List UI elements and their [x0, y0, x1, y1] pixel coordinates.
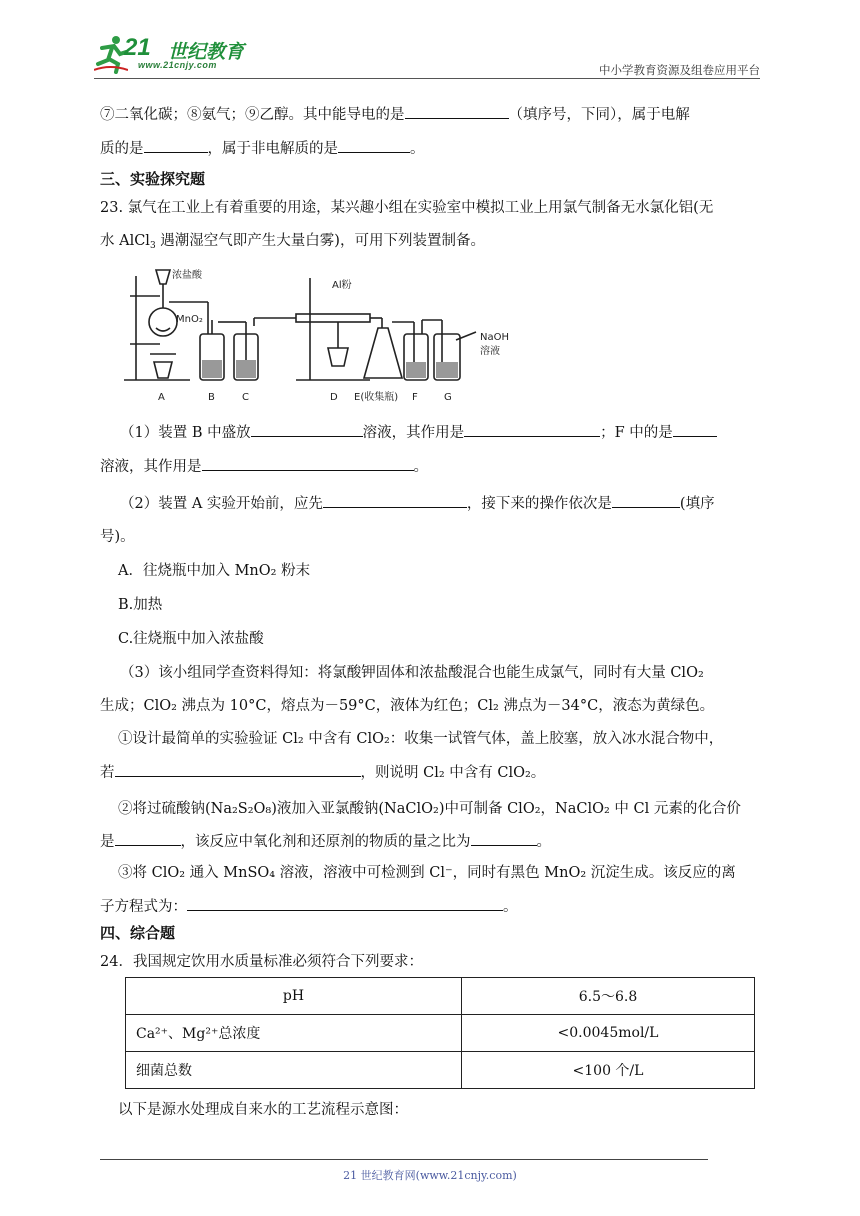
- table-cell: <0.0045mol/L: [462, 1015, 755, 1052]
- header-tagline: 中小学教育资源及组卷应用平台: [599, 63, 760, 77]
- q23-s1-b: ，则说明 Cl₂ 中含有 ClO₂。: [360, 765, 546, 781]
- q22-line1: [100, 98, 690, 132]
- option-a: A．往烧瓶中加入 MnO₂ 粉末: [118, 563, 311, 579]
- q23-part1-line2: [100, 450, 428, 484]
- q22-text-a: ⑦二氧化碳；⑧氨气；⑨乙醇。其中能导电的是: [100, 107, 405, 123]
- label-g: G: [444, 392, 452, 403]
- apparatus-diagram: [120, 262, 520, 404]
- q22-text-b: （填序号，下同），属于电解: [508, 107, 690, 123]
- q23-p2-a: （2）装置 A 实验开始前，应先: [120, 496, 323, 512]
- label-e: E(收集瓶): [354, 392, 399, 403]
- q23-sub1-line1: ①设计最简单的实验验证 Cl₂ 中含有 ClO₂：收集一试管气体，盖上胶塞，放入冰水混合物中，: [118, 731, 724, 747]
- label-mno2: MnO₂: [176, 314, 203, 325]
- q23-p1-a: （1）装置 B 中盛放: [120, 425, 251, 441]
- answer-blank[interactable]: [405, 102, 509, 119]
- answer-blank[interactable]: [202, 454, 414, 471]
- q23-intro-line2: [100, 224, 485, 263]
- table-row: [126, 1052, 755, 1089]
- q23-sub3-line1: ③将 ClO₂ 通入 MnSO₄ 溶液，溶液中可检测到 Cl⁻，同时有黑色 MnO₂ 沉淀生成。该反应的离: [118, 865, 736, 881]
- answer-blank[interactable]: [323, 491, 467, 508]
- table-row: [126, 978, 755, 1015]
- answer-blank[interactable]: [187, 894, 503, 911]
- q23-part3-line2: 生成；ClO₂ 沸点为 10°C，熔点为－59°C，液体为红色；Cl₂ 沸点为－34°C，液态为黄绿色。: [100, 698, 715, 714]
- q23-part2-line2: 号)。: [100, 529, 135, 545]
- q22-text-e: 。: [410, 141, 425, 157]
- q23-s3-b: 。: [503, 899, 518, 915]
- q23-p1-d: 溶液，其作用是: [100, 459, 202, 475]
- q24-intro: 24．我国规定饮用水质量标准必须符合下列要求：: [100, 954, 423, 970]
- table-cell: Ca²⁺、Mg²⁺总浓度: [126, 1015, 462, 1052]
- label-naoh: NaOH: [480, 332, 509, 343]
- answer-blank[interactable]: [471, 829, 537, 846]
- table-cell: <100 个/L: [462, 1052, 755, 1089]
- logo-text: 世纪教育: [168, 41, 245, 63]
- q22-text-d: ，属于非电解质的是: [207, 141, 338, 157]
- answer-blank[interactable]: [115, 829, 181, 846]
- header-divider: [94, 78, 760, 79]
- q23-intro-line1: 23. 氯气在工业上有着重要的用途，某兴趣小组在实验室中模拟工业上用氯气制备无水氯化铝(无: [100, 200, 714, 216]
- q23-s3-a: 子方程式为：: [100, 899, 187, 915]
- q23-p2-b: ，接下来的操作依次是: [466, 496, 612, 512]
- q23-p2-c: (填序: [679, 496, 715, 512]
- q22-text-c: 质的是: [100, 141, 144, 157]
- q23-s1-a: 若: [100, 765, 115, 781]
- q23-part3-line1: （3）该小组同学查资料得知：将氯酸钾固体和浓盐酸混合也能生成氯气，同时有大量 ClO₂: [120, 665, 704, 681]
- q23-sub2-line2: [100, 825, 551, 859]
- q24-flow-intro: 以下是源水处理成自来水的工艺流程示意图：: [118, 1102, 408, 1118]
- label-al-powder: Al粉: [332, 280, 352, 291]
- table-cell: 6.5～6.8: [462, 978, 755, 1015]
- logo-url: www.21cnjy.com: [138, 60, 217, 70]
- q23-p1-c: ；F 中的是: [600, 425, 673, 441]
- answer-blank[interactable]: [673, 420, 717, 437]
- footer-divider: [100, 1159, 708, 1160]
- q23-p1-b: 溶液，其作用是: [362, 425, 465, 441]
- label-a: A: [158, 392, 165, 403]
- q22-line2: [100, 132, 425, 166]
- q23-s2-b: ，该反应中氧化剂和还原剂的物质的量之比为: [180, 834, 471, 850]
- water-standard-table: [125, 977, 755, 1089]
- label-d: D: [330, 392, 338, 403]
- label-f: F: [412, 392, 418, 403]
- answer-blank[interactable]: [144, 136, 208, 153]
- q23-part2-line1: [120, 487, 715, 521]
- label-b: B: [208, 392, 215, 403]
- table-cell: 细菌总数: [126, 1052, 462, 1089]
- q23-s2-c: 。: [536, 834, 551, 850]
- section-heading-3: 三、实验探究题: [100, 170, 206, 188]
- page-header: [94, 30, 760, 76]
- q23-sub1-line2: [100, 756, 545, 790]
- site-logo[interactable]: [94, 34, 264, 74]
- answer-blank[interactable]: [115, 760, 361, 777]
- table-row: [126, 1015, 755, 1052]
- answer-blank[interactable]: [338, 136, 410, 153]
- q23-part1-line1: [120, 416, 717, 450]
- page-footer[interactable]: 21 世纪教育网(www.21cnjy.com): [343, 1169, 517, 1182]
- answer-blank[interactable]: [251, 420, 363, 437]
- q23-s2-a: 是: [100, 834, 115, 850]
- option-b: B.加热: [118, 597, 163, 613]
- q23-intro-sub: 3: [149, 241, 156, 251]
- q23-sub2-line1: ②将过硫酸钠(Na₂S₂O₈)液加入亚氯酸钠(NaClO₂)中可制备 ClO₂，NaClO₂ 中 Cl 元素的化合价: [118, 801, 741, 817]
- runner-logo-icon: [94, 34, 128, 74]
- table-cell: pH: [126, 978, 462, 1015]
- q23-p1-e: 。: [413, 459, 428, 475]
- option-c: C.往烧瓶中加入浓盐酸: [118, 631, 264, 647]
- label-conc-hcl: 浓盐酸: [172, 270, 202, 281]
- q23-intro-a: 水 AlCl: [100, 233, 150, 249]
- answer-blank[interactable]: [464, 420, 600, 437]
- section-heading-4: 四、综合题: [100, 924, 176, 942]
- q23-intro-b: 遇潮湿空气即产生大量白雾)，可用下列装置制备。: [155, 233, 485, 249]
- label-c: C: [242, 392, 249, 403]
- label-naoh-solution: 溶液: [480, 346, 500, 357]
- answer-blank[interactable]: [612, 491, 680, 508]
- logo-number: 21: [124, 34, 151, 61]
